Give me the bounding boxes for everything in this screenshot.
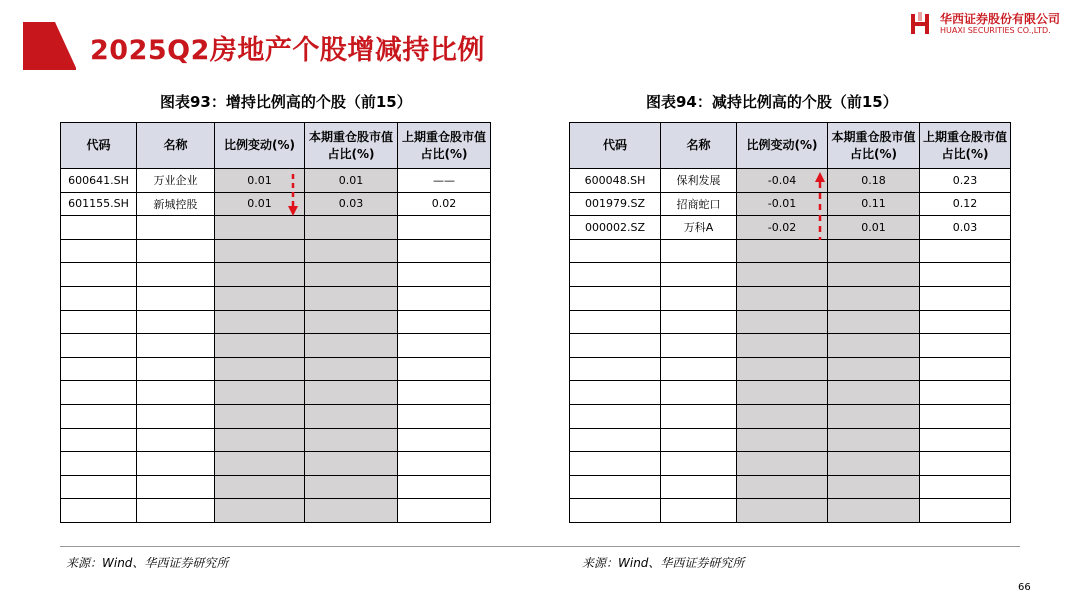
cell-change (215, 310, 305, 334)
table-row (570, 216, 1011, 240)
cell-previous-ratio (398, 428, 491, 452)
cell-change (215, 381, 305, 405)
cell-previous-ratio (920, 381, 1011, 405)
cell-previous-ratio (398, 499, 491, 523)
cell-previous-ratio (920, 263, 1011, 287)
cell-name (661, 239, 737, 263)
cell-name (137, 310, 215, 334)
cell-change (737, 263, 828, 287)
cell-previous-ratio (398, 239, 491, 263)
cell-previous-ratio (398, 334, 491, 358)
footer-divider (60, 546, 1020, 547)
cell-name (137, 475, 215, 499)
cell-current-ratio (828, 357, 920, 381)
cell-name: 新城控股 (137, 192, 215, 216)
col-header-current-ratio: 本期重仓股市值占比(%) (305, 123, 398, 169)
cell-name: 保利发展 (661, 169, 737, 193)
cell-name: 招商蛇口 (661, 192, 737, 216)
cell-current-ratio (305, 452, 398, 476)
cell-code (570, 475, 661, 499)
empty-table-row (570, 357, 1011, 381)
logo-company-name: 华西证券股份有限公司 (940, 12, 1061, 26)
cell-code (61, 475, 137, 499)
empty-table-row (61, 216, 491, 240)
cell-previous-ratio (920, 239, 1011, 263)
cell-current-ratio (305, 216, 398, 240)
cell-previous-ratio (398, 216, 491, 240)
empty-table-row (61, 475, 491, 499)
cell-current-ratio (305, 428, 398, 452)
cell-current-ratio (828, 239, 920, 263)
table-header-row (61, 123, 491, 169)
cell-previous-ratio (398, 357, 491, 381)
cell-name (661, 428, 737, 452)
cell-code (61, 404, 137, 428)
col-header-name: 名称 (661, 123, 737, 169)
cell-name: 万业企业 (137, 169, 215, 193)
cell-previous-ratio (398, 452, 491, 476)
cell-change (215, 475, 305, 499)
cell-name (137, 404, 215, 428)
page-number: 66 (1018, 582, 1031, 593)
empty-table-row (570, 334, 1011, 358)
cell-change (737, 239, 828, 263)
cell-code (570, 452, 661, 476)
cell-previous-ratio (920, 404, 1011, 428)
cell-code: 600048.SH (570, 169, 661, 193)
cell-code (61, 263, 137, 287)
cell-change (215, 334, 305, 358)
cell-name (661, 381, 737, 405)
cell-code (61, 452, 137, 476)
cell-code (61, 310, 137, 334)
col-header-current-ratio: 本期重仓股市值占比(%) (828, 123, 920, 169)
cell-previous-ratio: —— (398, 169, 491, 193)
empty-table-row (61, 239, 491, 263)
cell-change: 0.01 (215, 192, 305, 216)
right-source-note: 来源：Wind、华西证券研究所 (582, 556, 745, 570)
cell-previous-ratio (398, 310, 491, 334)
up-arrow-icon (813, 170, 827, 242)
cell-change (737, 475, 828, 499)
cell-current-ratio (828, 475, 920, 499)
cell-change (215, 428, 305, 452)
cell-change (215, 286, 305, 310)
cell-code (570, 428, 661, 452)
cell-current-ratio: 0.18 (828, 169, 920, 193)
table-row (570, 192, 1011, 216)
cell-change (215, 357, 305, 381)
cell-previous-ratio (920, 428, 1011, 452)
cell-current-ratio (828, 286, 920, 310)
cell-name (137, 452, 215, 476)
cell-change (215, 499, 305, 523)
col-header-code: 代码 (61, 123, 137, 169)
cell-code (61, 428, 137, 452)
cell-code: 001979.SZ (570, 192, 661, 216)
cell-change (215, 452, 305, 476)
cell-name (137, 381, 215, 405)
cell-current-ratio (828, 334, 920, 358)
empty-table-row (61, 428, 491, 452)
cell-current-ratio (305, 381, 398, 405)
cell-name (661, 452, 737, 476)
cell-name (137, 428, 215, 452)
title-accent-bar (23, 22, 76, 70)
cell-code (570, 310, 661, 334)
cell-name (661, 334, 737, 358)
huaxi-logo-icon (910, 12, 932, 36)
cell-code (570, 357, 661, 381)
cell-change (215, 263, 305, 287)
cell-name (137, 239, 215, 263)
cell-name (137, 334, 215, 358)
cell-change (737, 452, 828, 476)
company-logo (910, 10, 1070, 38)
cell-change (215, 216, 305, 240)
cell-code: 000002.SZ (570, 216, 661, 240)
cell-current-ratio (305, 404, 398, 428)
cell-change (737, 428, 828, 452)
cell-name (661, 286, 737, 310)
cell-code (61, 216, 137, 240)
cell-current-ratio (305, 263, 398, 287)
cell-name (661, 357, 737, 381)
cell-current-ratio (305, 357, 398, 381)
page-title: 2025Q2房地产个股增减持比例 (90, 35, 485, 66)
down-arrow-icon (286, 172, 300, 218)
cell-previous-ratio (398, 404, 491, 428)
table-row (61, 169, 491, 193)
cell-current-ratio (828, 381, 920, 405)
cell-code (570, 239, 661, 263)
empty-table-row (570, 428, 1011, 452)
cell-name (137, 263, 215, 287)
cell-change (737, 404, 828, 428)
col-header-name: 名称 (137, 123, 215, 169)
cell-code (570, 334, 661, 358)
cell-change (737, 357, 828, 381)
empty-table-row (570, 452, 1011, 476)
cell-current-ratio (305, 334, 398, 358)
col-header-change: 比例变动(%) (737, 123, 828, 169)
cell-code (61, 381, 137, 405)
cell-name (137, 499, 215, 523)
table-row (570, 169, 1011, 193)
cell-name (137, 286, 215, 310)
cell-name (661, 499, 737, 523)
empty-table-row (61, 381, 491, 405)
empty-table-row (570, 475, 1011, 499)
cell-code (570, 404, 661, 428)
empty-table-row (570, 381, 1011, 405)
cell-name (661, 263, 737, 287)
table-header-row (570, 123, 1011, 169)
col-header-change: 比例变动(%) (215, 123, 305, 169)
cell-previous-ratio (398, 475, 491, 499)
cell-change (737, 381, 828, 405)
cell-current-ratio (305, 499, 398, 523)
cell-current-ratio (828, 310, 920, 334)
cell-previous-ratio: 0.03 (920, 216, 1011, 240)
cell-previous-ratio: 0.12 (920, 192, 1011, 216)
cell-change (215, 404, 305, 428)
cell-previous-ratio (920, 334, 1011, 358)
cell-change (737, 286, 828, 310)
cell-previous-ratio (920, 499, 1011, 523)
logo-company-name-en: HUAXI SECURITIES CO.,LTD. (940, 26, 1051, 35)
cell-name (137, 216, 215, 240)
cell-name (137, 357, 215, 381)
empty-table-row (61, 499, 491, 523)
table-row (61, 192, 491, 216)
cell-code (61, 499, 137, 523)
cell-current-ratio: 0.01 (305, 169, 398, 193)
cell-code (61, 357, 137, 381)
cell-current-ratio (305, 475, 398, 499)
cell-change: -0.01 (737, 192, 828, 216)
empty-table-row (61, 452, 491, 476)
cell-name (661, 475, 737, 499)
empty-table-row (570, 499, 1011, 523)
empty-table-row (61, 263, 491, 287)
left-table-title: 图表93：增持比例高的个股（前15） (160, 93, 412, 111)
col-header-code: 代码 (570, 123, 661, 169)
cell-current-ratio (828, 452, 920, 476)
cell-previous-ratio (398, 286, 491, 310)
cell-current-ratio (828, 263, 920, 287)
empty-table-row (61, 357, 491, 381)
cell-current-ratio (828, 428, 920, 452)
col-header-previous-ratio: 上期重仓股市值占比(%) (920, 123, 1011, 169)
cell-current-ratio: 0.03 (305, 192, 398, 216)
cell-current-ratio (305, 239, 398, 263)
cell-current-ratio (305, 286, 398, 310)
cell-previous-ratio (920, 310, 1011, 334)
decrease-holdings-table (569, 122, 1011, 523)
cell-change (737, 499, 828, 523)
empty-table-row (61, 404, 491, 428)
cell-code (61, 334, 137, 358)
cell-code (61, 286, 137, 310)
cell-current-ratio (828, 404, 920, 428)
cell-change (737, 334, 828, 358)
cell-code (570, 263, 661, 287)
cell-code (61, 239, 137, 263)
empty-table-row (570, 286, 1011, 310)
cell-previous-ratio: 0.23 (920, 169, 1011, 193)
right-table-title: 图表94：减持比例高的个股（前15） (646, 93, 898, 111)
cell-previous-ratio (398, 263, 491, 287)
col-header-previous-ratio: 上期重仓股市值占比(%) (398, 123, 491, 169)
cell-previous-ratio (920, 286, 1011, 310)
empty-table-row (570, 263, 1011, 287)
empty-table-row (570, 310, 1011, 334)
empty-table-row (61, 286, 491, 310)
cell-current-ratio (828, 499, 920, 523)
cell-name: 万科A (661, 216, 737, 240)
empty-table-row (570, 239, 1011, 263)
cell-change: -0.04 (737, 169, 828, 193)
cell-code (570, 499, 661, 523)
cell-name (661, 310, 737, 334)
empty-table-row (61, 334, 491, 358)
cell-code: 600641.SH (61, 169, 137, 193)
cell-change: -0.02 (737, 216, 828, 240)
cell-current-ratio (305, 310, 398, 334)
cell-change (215, 239, 305, 263)
cell-change (737, 310, 828, 334)
increase-holdings-table (60, 122, 491, 523)
cell-code (570, 381, 661, 405)
empty-table-row (570, 404, 1011, 428)
cell-code: 601155.SH (61, 192, 137, 216)
left-source-note: 来源：Wind、华西证券研究所 (66, 556, 229, 570)
cell-name (661, 404, 737, 428)
cell-previous-ratio (920, 475, 1011, 499)
empty-table-row (61, 310, 491, 334)
cell-code (570, 286, 661, 310)
cell-change: 0.01 (215, 169, 305, 193)
cell-previous-ratio: 0.02 (398, 192, 491, 216)
cell-previous-ratio (920, 357, 1011, 381)
cell-previous-ratio (920, 452, 1011, 476)
cell-current-ratio: 0.11 (828, 192, 920, 216)
cell-current-ratio: 0.01 (828, 216, 920, 240)
cell-previous-ratio (398, 381, 491, 405)
